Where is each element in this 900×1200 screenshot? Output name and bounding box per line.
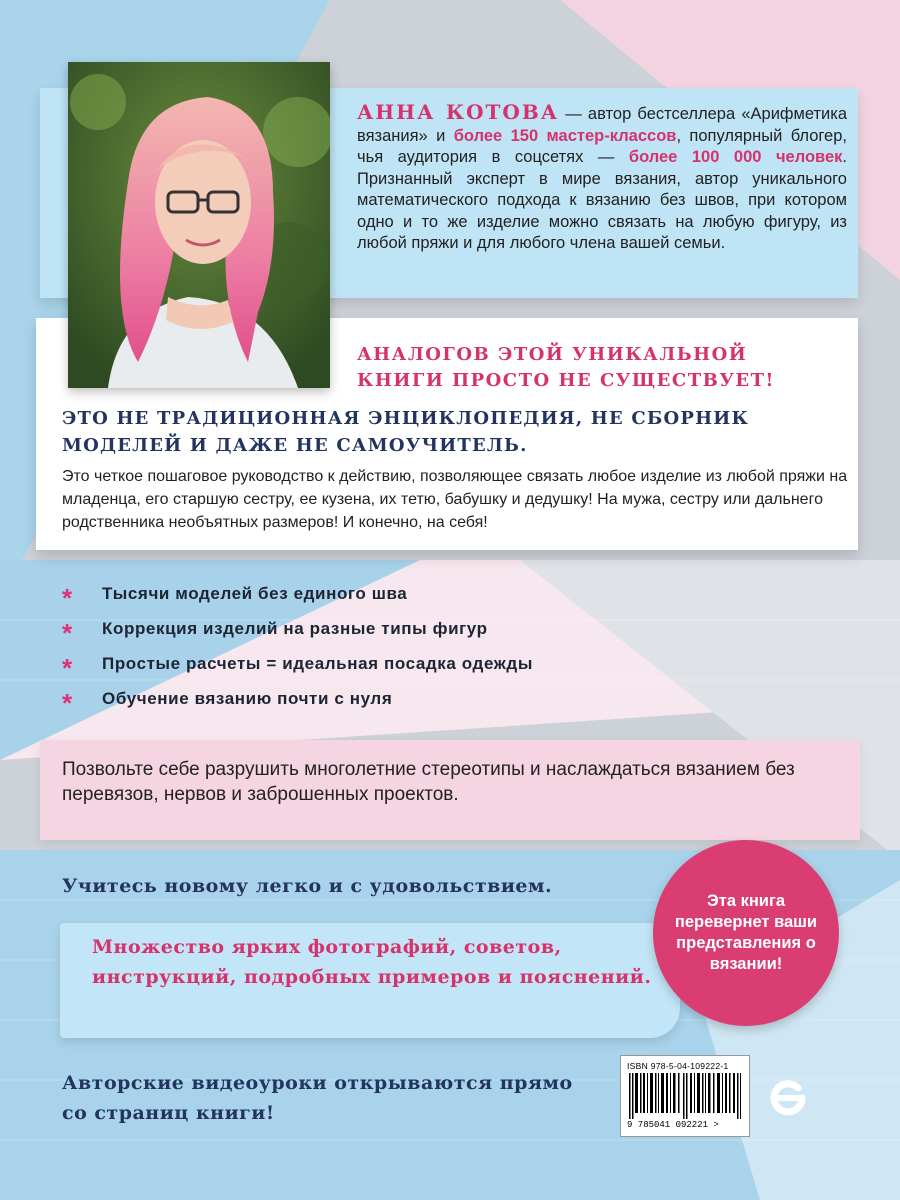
author-name: АННА КОТОВА	[357, 100, 560, 124]
author-bio-mid: , популярный блогер, чья аудитория в соцсетях —	[357, 126, 847, 166]
barcode-number: 9 785041 092221 >	[627, 1120, 719, 1130]
feature-item	[62, 646, 762, 681]
feature-item	[62, 611, 762, 646]
stereotypes-text: Позвольте себе разрушить многолетние стереотипы и наслаждаться вязанием без перевязов, нервов и заброшенных проектов.	[62, 759, 795, 805]
author-bio-rest: . Признанный эксперт в мире вязания, автор уникального математического подхода к вязанию без швов, при котором одно и то же изделие можно связать на любую фигуру, из любой пряжи и для любого члена вашей семьи.	[357, 148, 847, 252]
feature-label: Обучение вязанию почти с нуля	[102, 688, 393, 708]
feature-label: Тысячи моделей без единого шва	[102, 583, 408, 603]
feature-item	[62, 576, 762, 611]
barcode-bars	[629, 1073, 741, 1119]
photos-tips-text: Множество ярких фотографий, советов, инструкций, подробных примеров и пояснений.	[92, 936, 652, 988]
feature-label: Простые расчеты = идеальная посадка одежды	[102, 653, 533, 673]
feature-list	[62, 576, 762, 716]
headline-not-encyclopedia: ЭТО НЕ ТРАДИЦИОННАЯ ЭНЦИКЛОПЕДИЯ, НЕ СБОРНИК МОДЕЛЕЙ И ДАЖЕ НЕ САМОУЧИТЕЛЬ.	[62, 408, 750, 456]
promo-badge	[653, 840, 839, 1026]
isbn-label: ISBN 978-5-04-109222-1	[627, 1061, 729, 1071]
feature-label: Коррекция изделий на разные типы фигур	[102, 618, 488, 638]
description-text: Это четкое пошаговое руководство к действию, позволяющее связать любое изделие из любой пряжи на младенца, его старшую сестру, ее кузена, их тетю, бабушку и дедушку! На мужа, сестру или дальнего родственника необъятных размеров! И конечно, на себя!	[62, 468, 848, 531]
author-bio	[357, 102, 847, 255]
barcode	[620, 1055, 750, 1137]
publisher-e-logo-icon	[768, 1078, 808, 1118]
author-bio-highlight-audience: более 100 000 человек	[628, 148, 843, 166]
asterisk-icon: *	[62, 582, 73, 613]
author-bio-highlight-masterclasses: более 150 мастер-классов	[453, 126, 677, 145]
author-bio-intro: — автор бестселлера «Арифметика вязания» и	[357, 105, 847, 145]
learn-easily-text: Учитесь новому легко и с удовольствием.	[62, 875, 553, 897]
asterisk-icon: *	[62, 617, 73, 648]
promo-badge-text: Эта книга перевернет ваши представления о вязании!	[674, 892, 818, 973]
headline-unique-book: АНАЛОГОВ ЭТОЙ УНИКАЛЬНОЙ КНИГИ ПРОСТО НЕ СУЩЕСТВУЕТ!	[357, 344, 775, 391]
asterisk-icon: *	[62, 652, 73, 683]
video-lessons-text: Авторские видеоуроки открываются прямо со страниц книги!	[62, 1072, 573, 1124]
author-photo	[68, 62, 330, 388]
asterisk-icon: *	[62, 687, 73, 718]
feature-item	[62, 681, 762, 716]
